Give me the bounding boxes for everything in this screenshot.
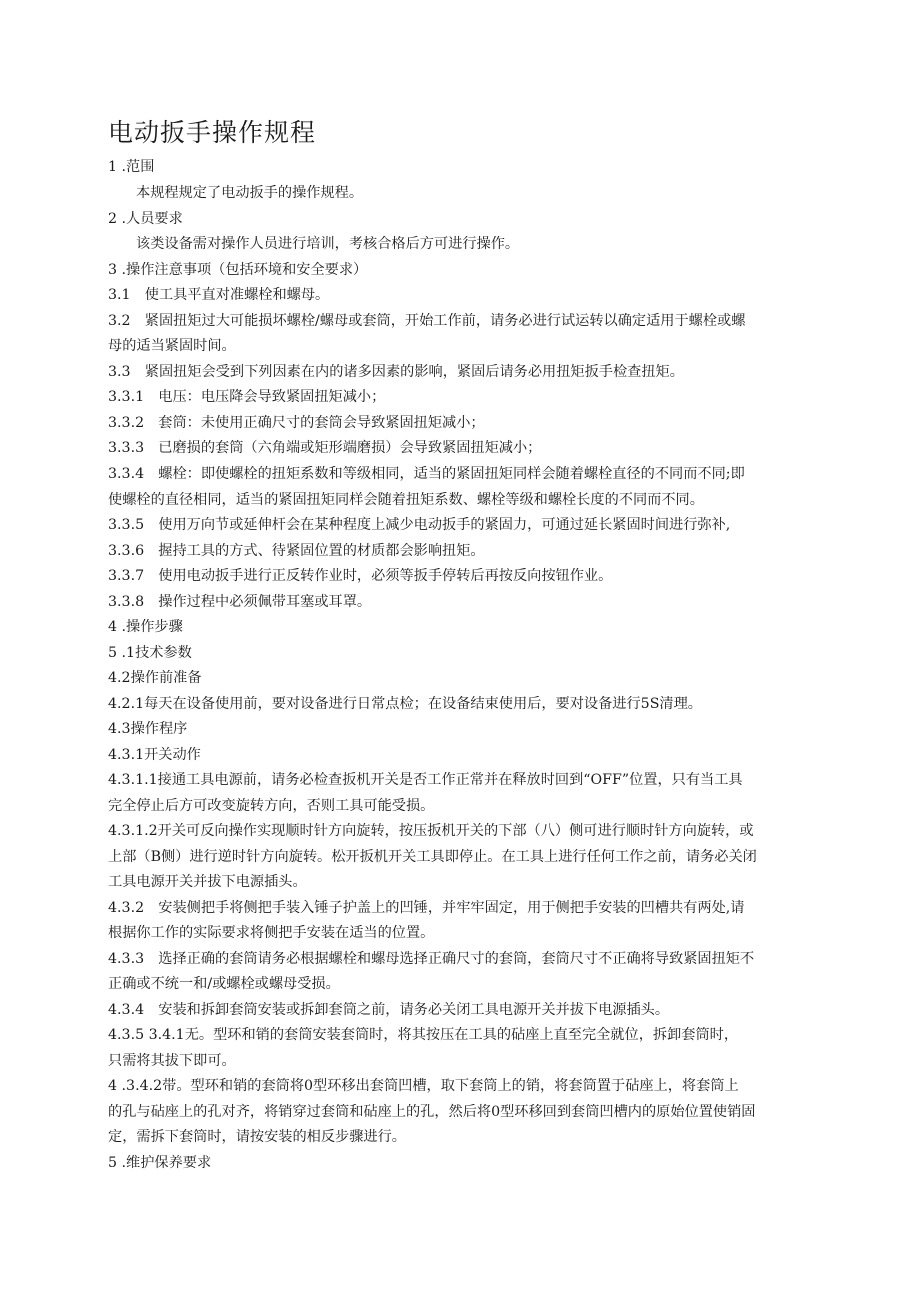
paragraph: 3.1 使工具平直对准螺栓和螺母。	[108, 287, 330, 303]
paragraph: 4 .3.4.2带。型环和销的套筒将0型环移出套筒凹槽，取下套筒上的销，将套筒置于砧座上，将套筒上	[108, 1078, 739, 1094]
paragraph: 的孔与砧座上的孔对齐，将销穿过套筒和砧座上的孔，然后将0型环移回到套筒凹槽内的原始位置使销固	[108, 1104, 756, 1120]
paragraph: 根据你工作的实际要求将侧把手安装在适当的位置。	[108, 925, 435, 941]
paragraph: 该类设备需对操作人员进行培训，考核合格后方可进行操作。	[136, 236, 520, 252]
paragraph: 母的适当紧固时间。	[108, 338, 236, 354]
paragraph: 3.3.8 操作过程中必须佩带耳塞或耳罩。	[108, 594, 372, 610]
paragraph: 4.3.1.1接通工具电源前，请务必检查扳机开关是否工作正常并在释放时回到“OFF”位置，只有当工具	[108, 772, 743, 788]
paragraph: 3.3.6 握持工具的方式、待紧固位置的材质都会影响扭矩。	[108, 543, 485, 559]
paragraph: 3.3.3 已磨损的套筒（六角端或矩形端磨损）会导致紧固扭矩减小；	[108, 440, 542, 456]
paragraph: 4.3.1.2开关可反向操作实现顺时针方向旋转，按压扳机开关的下部（八）侧可进行顺时针方向旋转，或	[108, 823, 754, 839]
paragraph: 4.3.4 安装和拆卸套筒安装或拆卸套筒之前，请务必关闭工具电源开关并拔下电源插头。	[108, 1002, 670, 1018]
paragraph: 使螺栓的直径相同，适当的紧固扭矩同样会随着扭矩系数、螺栓等级和螺栓长度的不同而不同。	[108, 492, 704, 508]
paragraph: 4.3.3 选择正确的套筒请务必根据螺栓和螺母选择正确尺寸的套筒，套筒尺寸不正确将导致紧固扭矩不	[108, 951, 755, 967]
paragraph: 4.3.5 3.4.1无。型环和销的套筒安装套筒时，将其按压在工具的砧座上直至完全就位，拆卸套筒时，	[108, 1027, 739, 1043]
paragraph: 上部（B侧）进行逆时针方向旋转。松开扳机开关工具即停止。在工具上进行任何工作之前，请务必关闭	[108, 849, 757, 865]
section-heading: 1 .范围	[108, 159, 155, 175]
paragraph: 4.3.2 安装侧把手将侧把手装入锤子护盖上的凹锤，并牢牢固定，用于侧把手安装的凹槽共有两处,请	[108, 900, 745, 916]
paragraph: 定，需拆下套筒时，请按安装的相反步骤进行。	[108, 1129, 406, 1145]
section-heading: 2 .人员要求	[108, 211, 183, 227]
paragraph: 3.3.1 电压：电压降会导致紧固扭矩减小；	[108, 389, 386, 405]
paragraph: 3.3 紧固扭矩会受到下列因素在内的诸多因素的影响，紧固后请务必用扭矩扳手检查扭矩。	[108, 364, 684, 380]
paragraph: 本规程规定了电动扳手的操作规程。	[136, 185, 364, 201]
paragraph: 完全停止后方可改变旋转方向，否则工具可能受损。	[108, 798, 435, 814]
section-heading: 4.2操作前准备	[108, 670, 202, 686]
paragraph: 4.2.1每天在设备使用前，要对设备进行日常点检；在设备结束使用后，要对设备进行5S清理。	[108, 696, 702, 712]
paragraph: 3.3.5 使用万向节或延伸杆会在某种程度上减少电动扳手的紧固力，可通过延长紧固时间进行弥补,	[108, 517, 731, 533]
section-heading: 5 .1技术参数	[108, 645, 192, 661]
section-heading: 4.3操作程序	[108, 721, 188, 737]
document-title: 电动扳手操作规程	[108, 118, 317, 147]
section-heading: 4 .操作步骤	[108, 619, 183, 635]
section-heading: 5 .维护保养要求	[108, 1155, 212, 1171]
paragraph: 3.3.7 使用电动扳手进行正反转作业时，必须等扳手停转后再按反向按钮作业。	[108, 568, 613, 584]
paragraph: 只需将其拔下即可。	[108, 1053, 236, 1069]
section-heading: 4.3.1开关动作	[108, 747, 201, 763]
section-heading: 3 .操作注意事项（包括环境和安全要求）	[108, 262, 368, 278]
paragraph: 正确或不统一和/或螺栓或螺母受损。	[108, 976, 340, 992]
paragraph: 3.3.4 螺栓：即使螺栓的扭矩系数和等级相同，适当的紧固扭矩同样会随着螺栓直径的不同而不同;即	[108, 466, 745, 482]
paragraph: 3.3.2 套筒：未使用正确尺寸的套筒会导致紧固扭矩减小；	[108, 415, 485, 431]
paragraph: 工具电源开关并拔下电源插头。	[108, 874, 307, 890]
paragraph: 3.2 紧固扭矩过大可能损坏螺栓/螺母或套筒，开始工作前，请务必进行试运转以确定适用于螺栓或螺	[108, 313, 746, 329]
